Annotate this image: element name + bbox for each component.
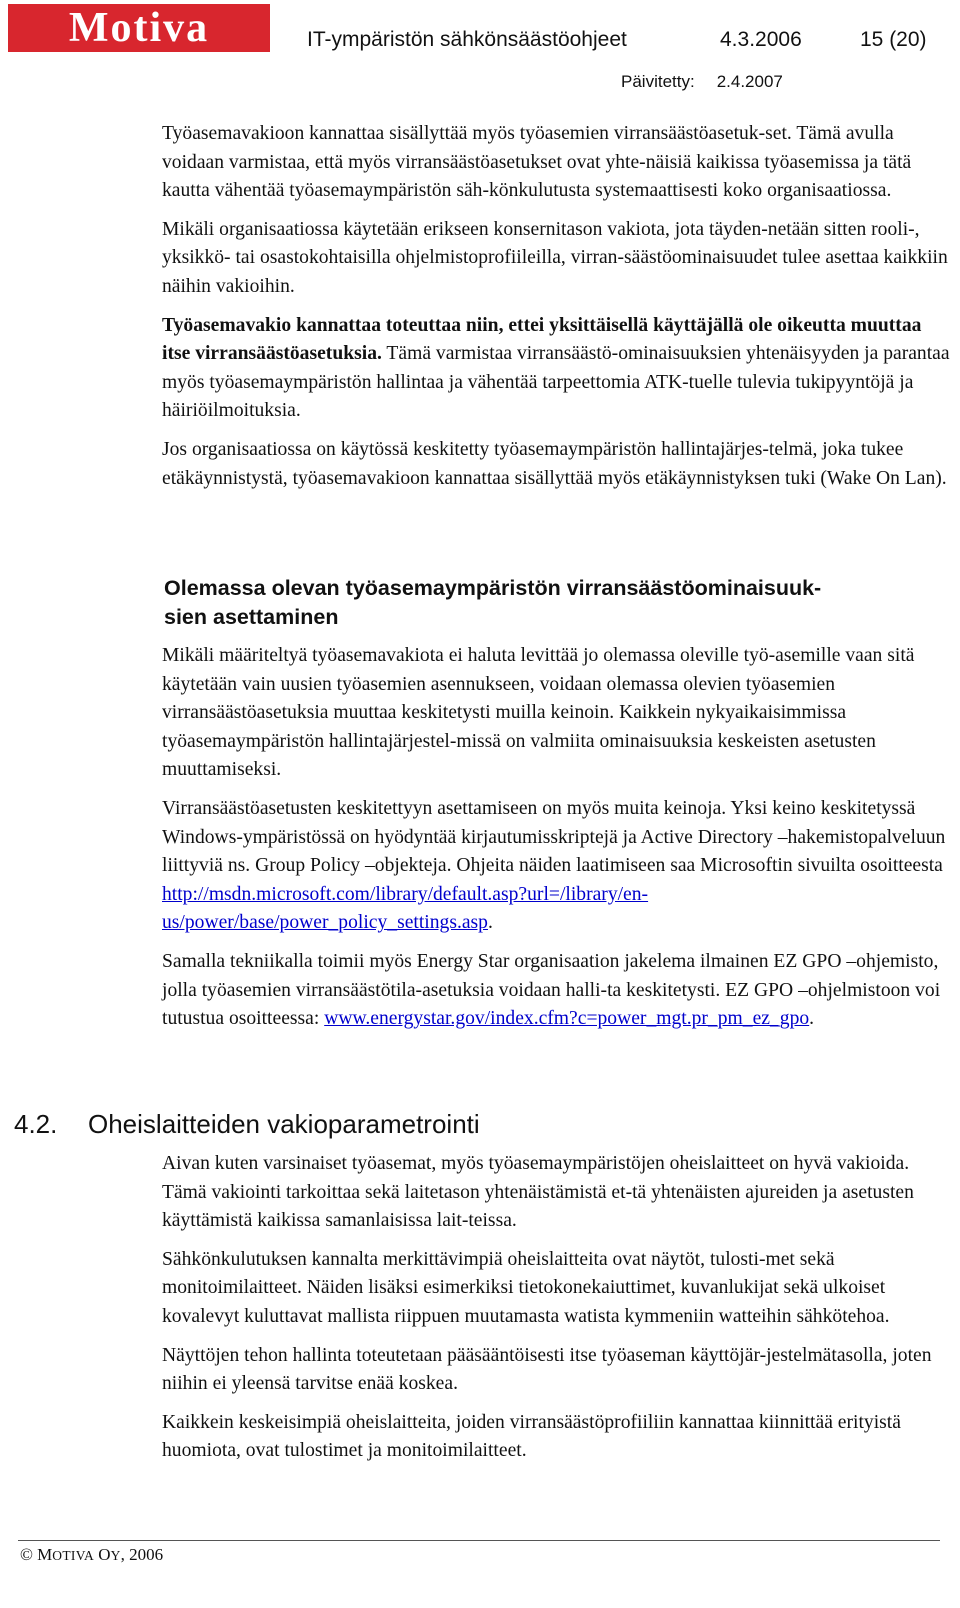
punctuation: . <box>809 1008 815 1030</box>
page-number: 15 (20) <box>860 28 927 51</box>
copyright-year: , 2006 <box>120 1545 164 1564</box>
paragraph: Sähkönkulutuksen kannalta merkittävimpiä oheislaitteita ovat näytöt, tulosti-met sekä monitoimilaitteet. Näiden lisäksi esimerkiksi tietokonekaiuttimet, kuvanlukijat sekä ulkoiset kovalevyt kuluttavat mallista riippuen muutamasta watista kymmeniin watteihin sähkötehoa. <box>162 1248 890 1327</box>
footer-copyright <box>20 1545 163 1565</box>
copyright-symbol: © <box>20 1545 33 1564</box>
paragraph-text: Tämä varmistaa virransäästö-ominaisuuksien yhtenäisyyden ja parantaa myös työasemaympäristön hallintaa ja vähentää tarpeettomia ATK-tuelle tulevia tukipyyntöjä ja häiriöilmoituksia. <box>162 343 950 422</box>
company-rest: Y <box>110 1548 121 1563</box>
paragraph: Mikäli määriteltyä työasemavakiota ei haluta levittää jo olemassa oleville työ-asemille vaan sitä käytetään vain uusien työasemien asennukseen, voidaan olemassa olevien työasemien virransäästöasetuksia muuttaa keskitetysti muilla keinoin. Kaikkein nykyaikaisimmissa työasemaympäristön hallintajärjestel-missä on valmiita ominaisuuksia keskeisten asetusten muuttamiseksi. <box>162 645 915 781</box>
paragraph <box>162 795 952 938</box>
svg-text:Motiva: Motiva <box>68 5 210 51</box>
updated-label: Päivitetty: <box>621 72 695 91</box>
company-initial: O <box>98 1545 111 1564</box>
paragraph-text: Virransäästöasetusten keskitettyyn asettamiseen on myös muita keinoja. Yksi keino keskitetyssä Windows-ympäristössä on hyödyntää kirjautumisskriptejä ja Active Directory –hakemistopalveluun liittyviä ns. Group Policy –objekteja. Ohjeita näiden laatimiseen saa Microsoftin sivuilta osoitteesta <box>162 797 946 877</box>
section-heading <box>164 574 944 631</box>
document-title: IT-ympäristön sähkönsäästöohjeet <box>307 28 627 51</box>
paragraph: Mikäli organisaatiossa käytetään erikseen konsernitason vakiota, jota täyden-netään sitten rooli-, yksikkö- tai osastokohtaisilla ohjelmistoprofiileilla, virran-säästöominaisuudet tulee asettaa kaikkiin näihin vakioihin. <box>162 218 948 297</box>
updated-info <box>621 72 783 92</box>
paragraph <box>162 948 952 1034</box>
paragraph: Näyttöjen tehon hallinta toteutetaan pääsääntöisesti itse työaseman käyttöjär-jestelmätasolla, joten niihin ei yleensä tarvitse enää koskea. <box>162 1344 932 1395</box>
heading-line: sien asettaminen <box>164 604 339 629</box>
paragraph: Työasemavakioon kannattaa sisällyttää myös työasemien virransäästöasetuk-set. Tämä avulla voidaan varmistaa, että myös virransäästöasetukset ovat yhte-näisiä kaikissa työasemissa ja tätä kautta vähentää työasemaympäristön säh-könkulutusta systemaattisesti koko organisaatiossa. <box>162 123 912 202</box>
microsoft-link[interactable]: http://msdn.microsoft.com/library/default.asp?url=/library/en-us/power/base/power_policy_settings.asp <box>162 883 649 934</box>
company-initial: M <box>37 1545 53 1564</box>
company-name <box>37 1545 120 1564</box>
paragraph: Kaikkein keskeisimpiä oheislaitteita, joiden virransäästöprofiiliin kannattaa kiinnittää erityistä huomiota, ovat tulostimet ja monitoimilaitteet. <box>162 1411 901 1462</box>
motiva-logo <box>8 4 270 52</box>
chapter-heading <box>14 1109 480 1140</box>
punctuation: . <box>487 912 493 934</box>
page-header <box>0 0 960 100</box>
intro-section <box>162 120 952 503</box>
heading-line: Olemassa olevan työasemaympäristön virransäästöominaisuuk- <box>164 576 822 600</box>
existing-environment-section <box>162 642 952 1044</box>
footer-divider <box>18 1540 940 1541</box>
bold-text: Työasemavakio kannattaa toteuttaa niin, ettei yksittäisellä käyttäjällä ole oikeutta muuttaa itse virransäästöasetuksia. <box>162 314 922 365</box>
paragraph: Jos organisaatiossa on käytössä keskitetty työasemaympäristön hallintajärjes-telmä, joka tukee etäkäynnistystä, työasemavakioon kannattaa sisällyttää myös etäkäynnistyksen tuki (Wake On Lan). <box>162 438 947 489</box>
paragraph: Aivan kuten varsinaiset työasemat, myös työasemaympäristöjen oheislaitteet on hyvä vakioida. Tämä vakiointi tarkoittaa sekä laitetason yhtenäistämistä et-tä yhtenäisten ajureiden ja asetusten käyttämistä kaikissa samanlaisissa lait-teissa. <box>162 1153 914 1232</box>
updated-date: 2.4.2007 <box>716 72 783 91</box>
energystar-link[interactable]: www.energystar.gov/index.cfm?c=power_mgt.pr_pm_ez_gpo <box>324 1008 810 1030</box>
chapter-number: 4.2. <box>14 1109 58 1139</box>
document-date: 4.3.2006 <box>720 28 802 51</box>
peripherals-section <box>162 1150 952 1476</box>
chapter-title: Oheislaitteiden vakioparametrointi <box>88 1109 480 1139</box>
paragraph <box>162 312 952 426</box>
paragraph-text: Samalla tekniikalla toimii myös Energy Star organisaation jakelema ilmainen EZ GPO –ohjemisto, jolla työasemien virransäästötila-asetuksia voidaan halli-ta keskitetysti. EZ GPO –ohjelmistoon voi tutustua osoitteessa: <box>162 950 941 1030</box>
company-rest: OTIVA <box>52 1548 95 1563</box>
